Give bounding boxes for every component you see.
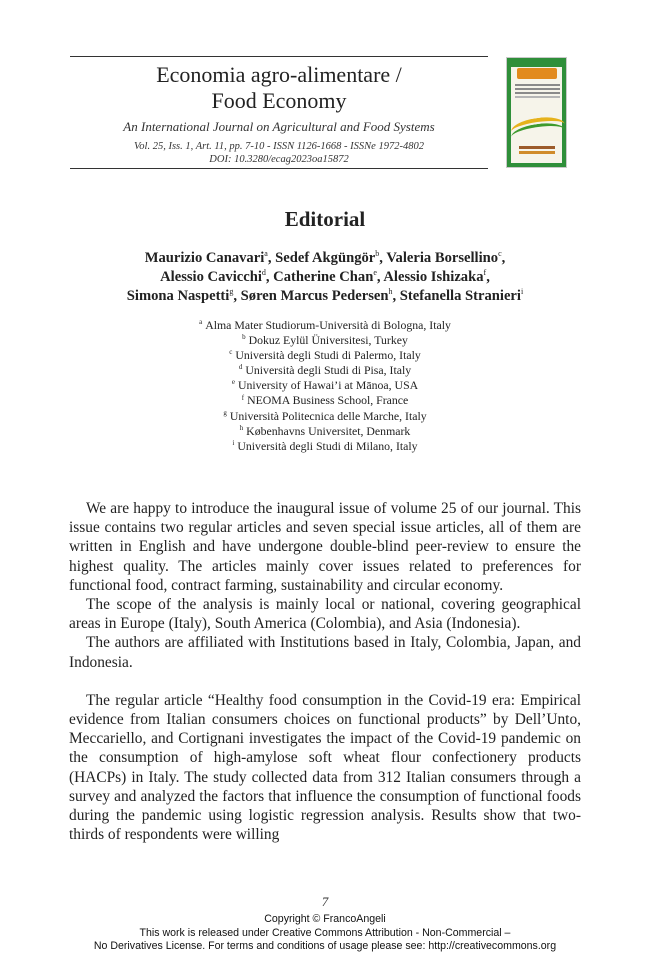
- affiliation-item: [60, 424, 590, 439]
- author-name: Sedef Akgüngör: [275, 250, 376, 266]
- author-affiliation-marker: g: [229, 287, 234, 297]
- article-body: [69, 499, 581, 844]
- license-line: This work is released under Creative Commons Attribution - Non-Commercial –: [139, 926, 511, 939]
- doi: DOI: 10.3280/ecag2023oa15872: [209, 154, 349, 165]
- affiliation-item: [60, 409, 590, 424]
- author-name: Simona Naspetti: [126, 288, 230, 304]
- author-separator: ,: [267, 250, 276, 266]
- author-separator: ,: [376, 269, 384, 285]
- body-paragraph: The regular article “Healthy food consumption in the Covid-19 era: Empirical evidence from Italian consumers choices on functional products” by Dell’Unto, Meccariello, and Cortignani investigates the impact of the Covid-19 pandemic on the consumption of high-amylose soft wheat flour confectionery products (HACPs) in Italy. The study collected data from 312 Italian consumers through a survey and analyzed the factors that influence the consumption of functional foods during the pandemic using logistic regression analysis. Results show that two-thirds of respondents were willing: [69, 691, 581, 844]
- affiliation-text: Alma Mater Studiorum-Università di Bologna, Italy: [205, 318, 451, 332]
- author-name: Alessio Cavicchi: [160, 269, 262, 285]
- affiliation-item: [60, 348, 590, 363]
- journal-subtitle: An International Journal on Agricultural and Food Systems: [123, 119, 435, 134]
- license-line: No Derivatives License. For terms and conditions of usage please see: http://creativecommons.org: [93, 940, 557, 953]
- affiliation-marker: h: [239, 423, 244, 432]
- author-name: Stefanella Stranieri: [399, 288, 521, 304]
- affiliation-text: Università degli Studi di Milano, Italy: [237, 438, 418, 453]
- page-number: 7: [321, 894, 329, 909]
- author-list: [40, 249, 610, 306]
- copyright-notice: Copyright © FrancoAngeli: [264, 913, 386, 925]
- cover-band: [562, 58, 566, 167]
- affiliation-text: Københavns Universitet, Denmark: [246, 423, 411, 438]
- affiliation-item: [60, 393, 590, 408]
- affiliation-marker: g: [223, 408, 227, 417]
- body-paragraph: The scope of the analysis is mainly local or national, covering geographical areas in Europe (Italy), South America (Colombia), and Asia (Indonesia).: [69, 596, 581, 633]
- affiliation-marker: c: [229, 348, 233, 357]
- affiliation-marker: b: [242, 333, 246, 342]
- author-name: Søren Marcus Pedersen: [240, 288, 389, 304]
- affiliation-text: University of Hawai’i at Mānoa, USA: [237, 378, 419, 393]
- article-heading: Editorial: [284, 207, 366, 231]
- volume-info: Vol. 25, Iss. 1, Art. 11, pp. 7-10 - ISSN 1126-1668 - ISSNe 1972-4802: [134, 141, 424, 152]
- author-affiliation-marker: e: [373, 268, 377, 278]
- affiliation-text: Dokuz Eylül Üniversitesi, Turkey: [248, 333, 408, 348]
- affiliation-marker: a: [199, 318, 203, 327]
- affiliation-text: Università degli Studi di Palermo, Italy: [235, 348, 421, 363]
- author-separator: ,: [379, 250, 387, 266]
- author-name: Maurizio Canavari: [144, 250, 265, 266]
- body-paragraph: We are happy to introduce the inaugural issue of volume 25 of our journal. This issue contains two regular articles and seven special issue articles, all of them are written in English and have undergone double-blind peer-review to ensure the highest quality. The articles mainly cover issues related to preferences for functional food, contract farming, sustainability and circular economy.: [69, 500, 581, 594]
- affiliation-marker: i: [232, 438, 235, 447]
- author-separator: ,: [501, 250, 506, 266]
- author-separator: ,: [233, 288, 241, 304]
- journal-cover-thumbnail: [506, 57, 567, 168]
- journal-title-line1: Economia agro-alimentare /: [156, 62, 402, 87]
- author-line: [40, 249, 610, 268]
- author-separator: ,: [486, 269, 490, 285]
- journal-title: [70, 62, 488, 114]
- author-affiliation-marker: h: [388, 287, 393, 297]
- page-footer: [0, 913, 650, 954]
- header-top-rule: [70, 56, 488, 57]
- affiliation-text: Università degli Studi di Pisa, Italy: [245, 363, 412, 378]
- body-paragraph: The authors are affiliated with Institutions based in Italy, Colombia, Japan, and Indonesia.: [69, 634, 581, 671]
- author-affiliation-marker: i: [520, 287, 524, 297]
- affiliation-item: [60, 318, 590, 333]
- affiliation-marker: f: [241, 393, 245, 402]
- affiliation-marker: d: [238, 363, 243, 372]
- affiliation-item: [60, 439, 590, 454]
- affiliation-text: NEOMA Business School, France: [247, 393, 409, 408]
- affiliation-item: [60, 378, 590, 393]
- author-name: Catherine Chan: [273, 269, 374, 285]
- cover-logo: [517, 68, 557, 79]
- author-separator: ,: [392, 288, 400, 304]
- author-line: [40, 268, 610, 287]
- cover-title-lines: [515, 84, 560, 86]
- author-affiliation-marker: c: [498, 249, 502, 259]
- author-affiliation-marker: d: [261, 268, 266, 278]
- author-affiliation-marker: a: [264, 249, 268, 259]
- affiliation-item: [60, 333, 590, 348]
- author-affiliation-marker: b: [375, 249, 380, 259]
- author-name: Valeria Borsellino: [386, 250, 499, 266]
- affiliation-item: [60, 363, 590, 378]
- affiliation-list: [60, 318, 590, 454]
- cover-band: [507, 58, 566, 67]
- header-bottom-rule: [70, 168, 488, 169]
- author-name: Alessio Ishizaka: [383, 269, 484, 285]
- author-line: [40, 287, 610, 306]
- journal-title-line2: Food Economy: [211, 88, 347, 113]
- affiliation-text: Università Politecnica delle Marche, Italy: [229, 408, 427, 423]
- author-affiliation-marker: f: [483, 268, 487, 278]
- author-separator: ,: [265, 269, 274, 285]
- affiliation-marker: e: [231, 378, 235, 387]
- cover-band: [507, 163, 566, 167]
- cover-band: [507, 58, 511, 167]
- journal-meta: [70, 140, 488, 166]
- cover-publisher-logo: [519, 146, 555, 149]
